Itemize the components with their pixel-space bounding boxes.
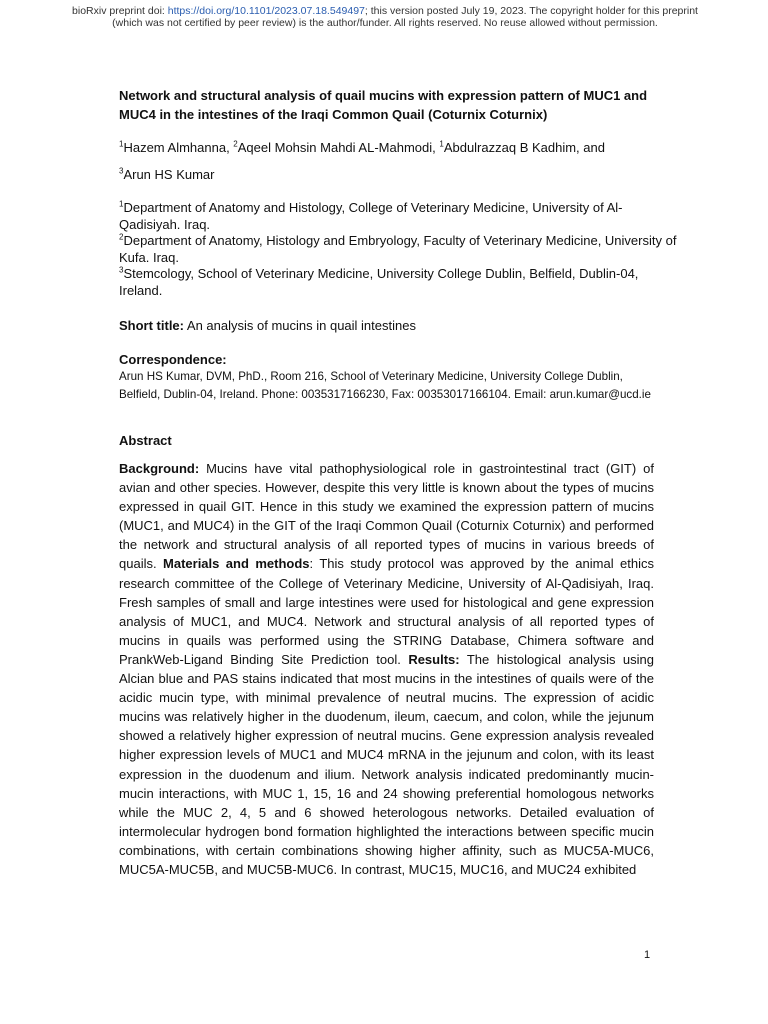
affiliation-3-text: Stemcology, School of Veterinary Medicine, University College Dublin, Belfield, Dublin-04, Ireland. (119, 266, 639, 298)
methods-text: : This study protocol was approved by the animal ethics research committee of the College of Veterinary Medicine, University of Al-Qadisiyah, Iraq. Fresh samples of small and large intestines were used for histological and gene expression analysis of MUC1, and MUC4. Network and structural analysis of all reported types of mucins in quails was performed using the STRING Database, Chimera software and PrankWeb-Ligand Binding Site Prediction tool. (119, 556, 654, 667)
author-4-sup: 3 (119, 166, 124, 176)
results-label: Results: (408, 651, 460, 667)
author-list (119, 134, 679, 188)
methods-label: Materials and methods (163, 556, 310, 572)
doi-link[interactable]: https://doi.org/10.1101/2023.07.18.549497 (167, 5, 365, 17)
affiliation-3-sup: 3 (119, 265, 124, 275)
author-1-sup: 1 (119, 139, 124, 149)
affiliation-3 (119, 266, 679, 299)
author-2: Aqeel Mohsin Mahdi AL-Mahmodi, (237, 140, 440, 155)
header-prefix: bioRxiv preprint doi: (72, 5, 168, 17)
author-3: Abdulrazzaq B Kadhim, and (443, 140, 605, 155)
affiliation-1-text: Department of Anatomy and Histology, College of Veterinary Medicine, University of Al-Qadisiyah. Iraq. (119, 200, 623, 232)
author-2-sup: 2 (233, 139, 238, 149)
page-number: 1 (644, 949, 651, 961)
abstract-body (119, 459, 654, 879)
results-text: The histological analysis using Alcian blue and PAS stains indicated that most mucins in the intestines of quails were of the acidic mucin type, with minimal prevalence of neutral mucins. The expression of acidic mucins was relatively higher in the duodenum, ileum, caecum, and colon, while the jejunum showed a relatively higher expression of neutral mucins. Gene expression analysis revealed higher expression levels of MUC1 and MUC4 mRNA in the jejunum and colon, with its least expression in the duodenum and ilium. Network analysis indicated predominantly mucin-mucin interactions, with MUC 1, 15, 16 and 24 showing preferential homologous networks while the MUC 2, 4, 5 and 6 showed heterologous networks. Detailed evaluation of intermolecular hydrogen bond formation highlighted the interactions between specific mucin combinations, with certain combinations showing higher affinity, such as MUC5A-MUC6, MUC5A-MUC5B, and MUC5B-MUC6. In contrast, MUC15, MUC16, and MUC24 exhibited (119, 651, 654, 877)
affiliation-2 (119, 233, 679, 266)
affiliation-2-sup: 2 (119, 232, 124, 242)
author-3-sup: 1 (439, 139, 444, 149)
paper-title: Network and structural analysis of quail mucins with expression pattern of MUC1 and MUC4 in the intestines of the Iraqi Common Quail (Coturnix Coturnix) (119, 88, 648, 122)
affiliation-1-sup: 1 (119, 199, 124, 209)
affiliation-list (119, 200, 679, 299)
header-suffix: ; this version posted July 19, 2023. The copyright holder for this preprint (which was not certified by peer review) is the author/funder. All rights reserved. No reuse allowed without permission. (112, 5, 698, 29)
affiliation-2-text: Department of Anatomy, Histology and Embryology, Faculty of Veterinary Medicine, University of Kufa. Iraq. (119, 233, 677, 265)
correspondence-text: Arun HS Kumar, DVM, PhD., Room 216, School of Veterinary Medicine, University College Dublin, Belfield, Dublin-04, Ireland. Phone: 0035317166230, Fax: 00353017166104. Email: arun.kumar@ucd.ie (119, 370, 651, 401)
short-title-text: An analysis of mucins in quail intestines (184, 318, 416, 333)
short-title (119, 318, 679, 334)
correspondence-heading: Correspondence: (119, 352, 227, 367)
background-label: Background: (119, 461, 200, 476)
short-title-label: Short title: (119, 318, 184, 333)
author-4: Arun HS Kumar (123, 167, 215, 182)
affiliation-1 (119, 200, 679, 233)
author-1: Hazem Almhanna, (123, 140, 234, 155)
background-text: Mucins have vital pathophysiological role in gastrointestinal tract (GIT) of avian and other species. However, despite this very little is known about the types of mucins expressed in quail GIT. Hence in this study we examined the expression pattern of mucins (MUC1, and MUC4) in the GIT of the Iraqi Common Quail (Coturnix Coturnix) and performed the network and structural analysis of all reported types of mucins in various breeds of quails. (119, 461, 654, 572)
preprint-header-note (60, 5, 710, 29)
abstract-heading: Abstract (119, 433, 172, 448)
